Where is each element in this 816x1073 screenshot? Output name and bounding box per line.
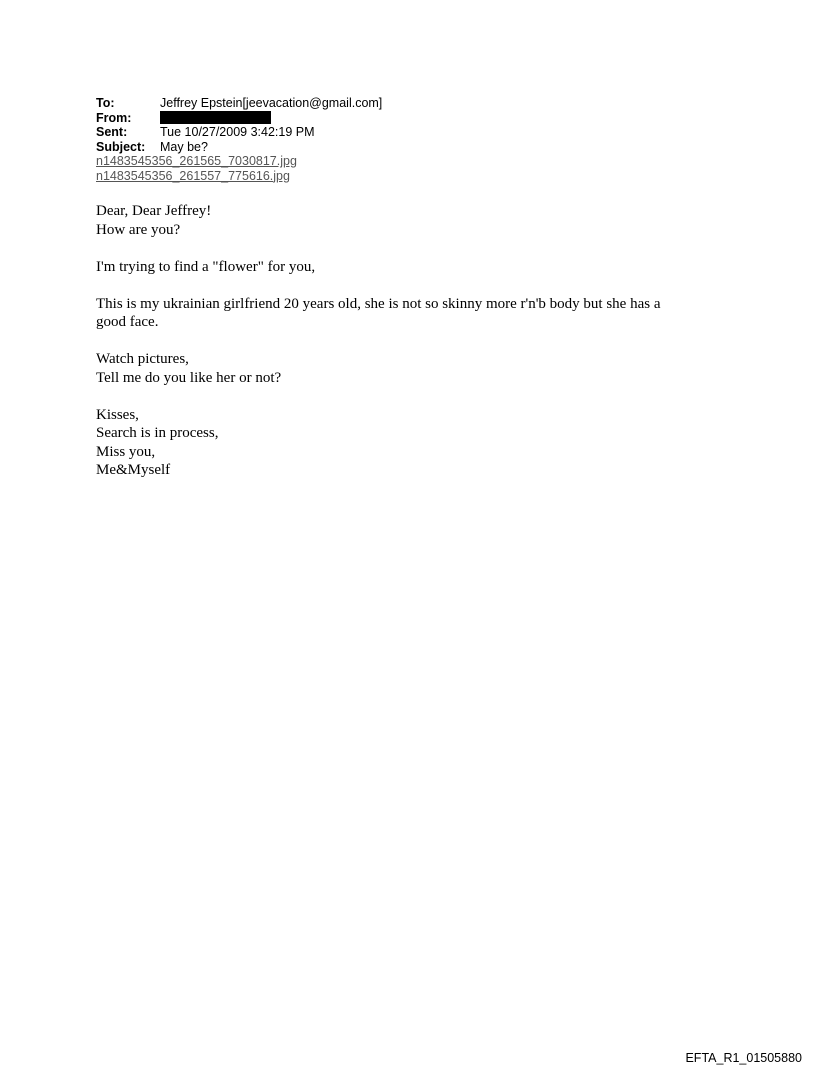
email-header xyxy=(96,96,696,183)
redaction-block xyxy=(160,111,271,124)
sent-row xyxy=(96,125,696,140)
body-line: This is my ukrainian girlfriend 20 years old, she is not so skinny more r'n'b body but she has a xyxy=(96,295,661,312)
subject-row xyxy=(96,140,696,155)
email-body xyxy=(96,202,716,498)
subject-value: May be? xyxy=(160,139,208,154)
body-paragraph xyxy=(96,406,716,480)
from-row xyxy=(96,111,696,126)
to-label: To: xyxy=(96,96,115,110)
body-line: good face. xyxy=(96,314,159,330)
sent-label: Sent: xyxy=(96,125,128,139)
body-line: How are you? xyxy=(96,221,181,238)
body-line: Dear, Dear Jeffrey! xyxy=(96,203,212,219)
body-line: Search is in process, xyxy=(96,425,219,441)
attachment-link[interactable]: n1483545356_261557_775616.jpg xyxy=(96,168,290,183)
body-line: I'm trying to find a "flower" for you, xyxy=(96,258,316,275)
body-line: Tell me do you like her or not? xyxy=(96,369,282,386)
attachment-link[interactable]: n1483545356_261565_7030817.jpg xyxy=(96,154,297,168)
body-paragraph xyxy=(96,202,716,239)
body-line: Watch pictures, xyxy=(96,351,189,367)
from-label: From: xyxy=(96,110,132,125)
body-line: Miss you, xyxy=(96,443,156,460)
subject-label: Subject: xyxy=(96,139,146,154)
body-paragraph xyxy=(96,258,716,277)
sent-value: Tue 10/27/2009 3:42:19 PM xyxy=(160,125,315,139)
to-value: Jeffrey Epstein[jeevacation@gmail.com] xyxy=(160,96,383,110)
to-row xyxy=(96,96,696,111)
body-paragraph xyxy=(96,350,716,387)
body-line: Kisses, xyxy=(96,406,139,423)
body-paragraph xyxy=(96,295,716,332)
body-line: Me&Myself xyxy=(96,462,171,478)
document-id: EFTA_R1_01505880 xyxy=(685,1051,802,1065)
